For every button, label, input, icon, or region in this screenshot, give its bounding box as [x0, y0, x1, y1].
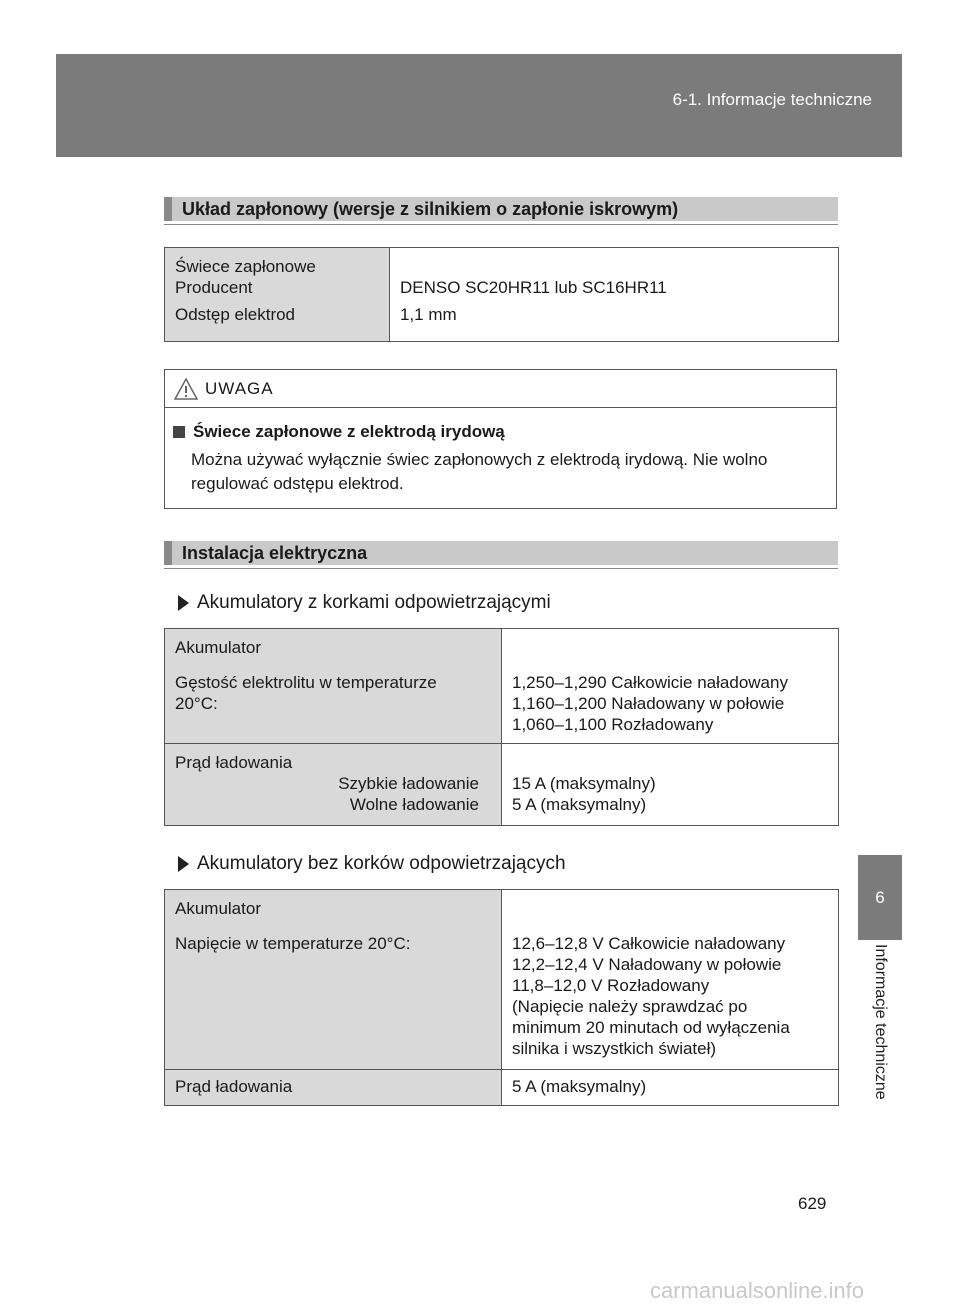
- vented-battery-value-cell: [502, 629, 839, 744]
- sealed-battery-table: [164, 889, 839, 1106]
- manufacturer-value: DENSO SC20HR11 lub SC16HR11: [400, 278, 667, 297]
- section-title: 6-1. Informacje techniczne: [672, 90, 872, 109]
- charge-current-label: Prąd ładowania: [175, 753, 293, 772]
- voltage-value: 12,2–12,4 V Naładowany w połowie: [512, 955, 782, 974]
- vented-charge-label-cell: [165, 744, 502, 826]
- warning-triangle-icon: [173, 377, 199, 401]
- battery-label: Akumulator: [175, 899, 261, 918]
- sealed-charge-label-cell: [165, 1070, 502, 1106]
- vented-subheading-text: Akumulatory z korkami odpowietrzającymi: [197, 592, 551, 613]
- slow-charge-label: Wolne ładowanie: [349, 795, 479, 814]
- sealed-charge-value-cell: [502, 1070, 839, 1106]
- vented-battery-table: [164, 628, 839, 826]
- ignition-label-cell: [165, 248, 390, 342]
- density-value: 1,250–1,290 Całkowicie naładowany: [512, 673, 788, 692]
- warning-title: UWAGA: [205, 378, 274, 398]
- charge-current-value: 5 A (maksymalny): [512, 1077, 647, 1096]
- watermark: carmanualsonline.info: [650, 1278, 865, 1303]
- battery-label: Akumulator: [175, 638, 261, 657]
- warning-text-line: Można używać wyłącznie świec zapłonowych z elektrodą irydową. Nie wolno: [191, 450, 768, 469]
- slow-charge-value: 5 A (maksymalny): [512, 795, 647, 814]
- warning-box: [164, 369, 837, 509]
- warning-text-line: regulować odstępu elektrod.: [191, 474, 404, 493]
- electrical-heading: Instalacja elektryczna: [164, 541, 838, 565]
- density-label-temp: 20°C:: [175, 694, 218, 713]
- vented-battery-label-cell: [165, 629, 502, 744]
- spark-plugs-label: Świece zapłonowe: [175, 257, 316, 276]
- arrow-right-icon: [178, 595, 189, 611]
- ignition-value-cell: [390, 248, 839, 342]
- voltage-note: minimum 20 minutach od wyłączenia: [512, 1018, 790, 1037]
- ignition-table: [164, 247, 839, 342]
- page-header: [56, 54, 902, 157]
- fast-charge-value: 15 A (maksymalny): [512, 774, 656, 793]
- warning-header: [165, 370, 836, 408]
- sealed-battery-value-cell: [502, 890, 839, 1070]
- vented-battery-subheading: [178, 592, 551, 614]
- voltage-note: silnika i wszystkich świateł): [512, 1039, 717, 1058]
- chapter-tab-label: Informacje techniczne: [872, 944, 889, 1100]
- page-number: 629: [798, 1194, 827, 1213]
- electrode-gap-label: Odstęp elektrod: [175, 305, 296, 324]
- sealed-battery-label-cell: [165, 890, 502, 1070]
- chapter-tab-number: 6: [858, 855, 902, 940]
- density-label: Gęstość elektrolitu w temperaturze: [175, 673, 437, 692]
- density-value: 1,060–1,100 Rozładowany: [512, 715, 714, 734]
- arrow-right-icon: [178, 856, 189, 872]
- electrode-gap-value: 1,1 mm: [400, 305, 457, 324]
- warning-subtitle-row: [173, 420, 826, 444]
- voltage-value: 12,6–12,8 V Całkowicie naładowany: [512, 934, 786, 953]
- warning-subtitle: Świece zapłonowe z elektrodą irydową: [193, 422, 505, 441]
- voltage-value: 11,8–12,0 V Rozładowany: [512, 976, 710, 995]
- manufacturer-label: Producent: [175, 278, 253, 297]
- sealed-battery-subheading: [178, 853, 566, 875]
- charge-current-label: Prąd ładowania: [175, 1077, 293, 1096]
- vented-charge-value-cell: [502, 744, 839, 826]
- sealed-subheading-text: Akumulatory bez korków odpowietrzających: [197, 853, 566, 874]
- ignition-heading: Układ zapłonowy (wersje z silnikiem o zapłonie iskrowym): [164, 197, 838, 221]
- warning-text: [173, 448, 826, 496]
- voltage-note: (Napięcie należy sprawdzać po: [512, 997, 748, 1016]
- density-value: 1,160–1,200 Naładowany w połowie: [512, 694, 785, 713]
- bullet-square-icon: [173, 426, 185, 438]
- voltage-label: Napięcie w temperaturze 20°C:: [175, 934, 411, 953]
- fast-charge-label: Szybkie ładowanie: [338, 774, 479, 793]
